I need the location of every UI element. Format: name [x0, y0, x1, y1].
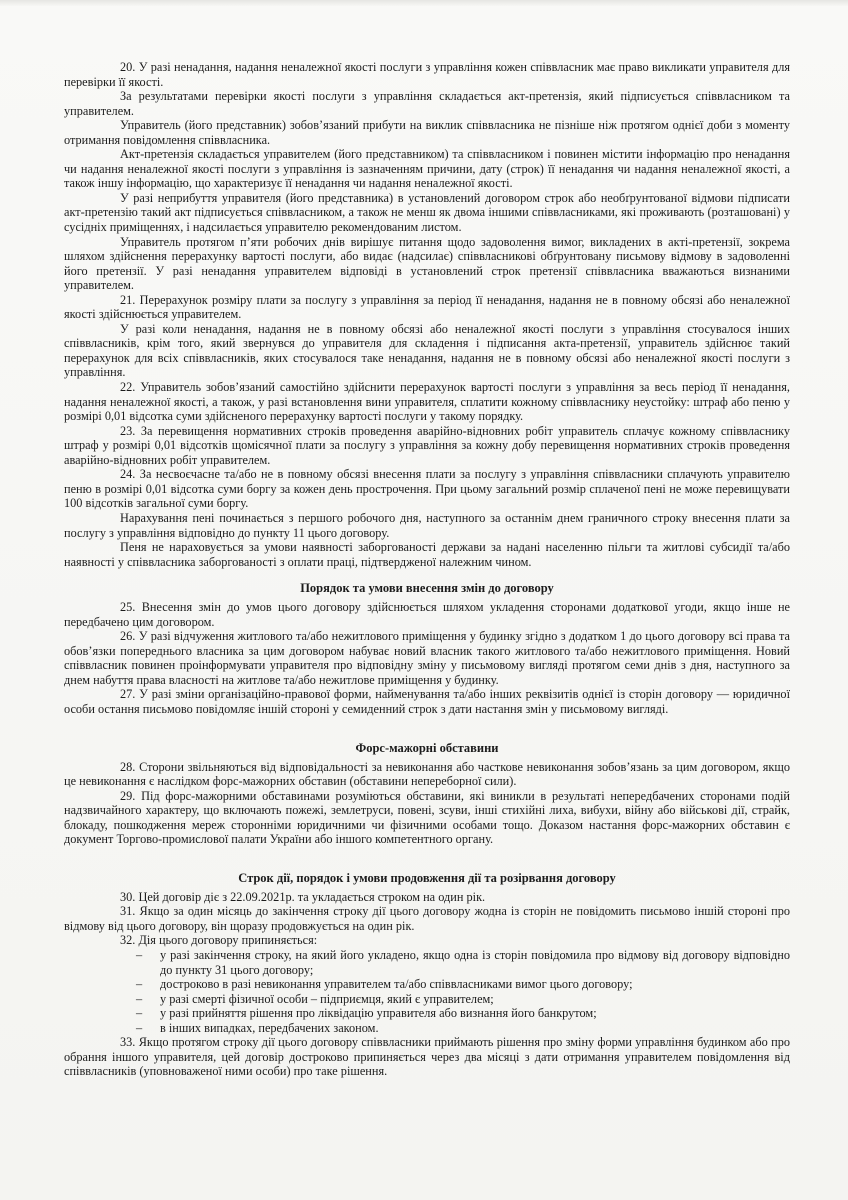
paragraph-33: 33. Якщо протягом строку дії цього договору співвласники приймають рішення про зміну форми управління будинком або про обрання іншого управителя, цей договір достроково припиняється через два місяці з дати отримання управителем повідомлення від співвласників (уповноваженої ними особи) про таке рішення.: [64, 1035, 790, 1079]
paragraph-25: 25. Внесення змін до умов цього договору здійснюється шляхом укладення сторонами додаткової угоди, якщо інше не передбачено цим договором.: [64, 600, 790, 629]
paragraph-20-arrival: Управитель (його представник) зобов’язаний прибути на виклик співвласника не пізніше ніж протягом однієї доби з моменту отримання повідомлення співвласника.: [64, 118, 790, 147]
paragraph-20-resolution: Управитель протягом п’яти робочих днів вирішує питання щодо задоволення вимог, викладених в акті-претензії, зокрема шляхом здійснення перерахунку вартості послуги, або видає (надсилає) співвласникові обґрунтовану письмову відмову в задоволенні його претензії. У разі ненадання управителем відповіді в установлений строк претензії співвласника вважаються визнаними управителем.: [64, 234, 790, 293]
section-title-force-majeure: Форс-мажорні обставини: [355, 740, 499, 755]
paragraph-27: 27. У разі зміни організаційно-правової форми, найменування та/або інших реквізитів однієї із сторін договору — юридичної особи остання письмово повідомляє іншій стороні у семиденний строк з дати настання змін у письмовому вигляді.: [64, 687, 790, 716]
paragraph-20-non-arrival: У разі неприбуття управителя (його представника) в установлений договором строк або необґрунтованої відмови підписати акт-претензію такий акт підписується співвласником, а також не менш як двома іншими співвласниками, які проживають (розташовані) у сусідніх приміщеннях, і надсилається управителю рекомендованим листом.: [64, 190, 790, 235]
list-item: – у разі смерті фізичної особи – підприємця, який є управителем;: [136, 992, 790, 1007]
paragraph-23: 23. За перевищення нормативних строків проведення аварійно-відновних робіт управитель сплачує кожному співвласнику штраф у розмірі 0,01 відсотків щомісячної плати за послугу з управління за кожну добу перевищення нормативних строків проведення аварійно-відновних робіт управителем.: [64, 423, 790, 467]
section-title-term: Строк дії, порядок і умови продовження дії та розірвання договору: [238, 870, 616, 885]
termination-list: [64, 948, 790, 1035]
paragraph-26: 26. У разі відчуження житлового та/або нежитлового приміщення у будинку згідно з додатком 1 до цього договору всі права та обов’язки попереднього власника за цим договором набуває новий власник такого житлового та/або нежитлового приміщення. Новий співвласник повинен проінформувати управителя про відповідну зміну у письмовому вигляді протягом семи днів з дня, наступного за днем набуття права власності на житлове та/або нежитлове приміщення у будинку.: [64, 629, 790, 687]
paragraph-20: 20. У разі ненадання, надання неналежної якості послуги з управління кожен співвласник має право викликати управителя для перевірки її якості.: [64, 60, 790, 89]
paragraph-24: 24. За несвоєчасне та/або не в повному обсязі внесення плати за послугу з управління співвласники сплачують управителю пеню в розмірі 0,01 відсотка суми боргу за кожен день прострочення. При цьому загальний розмір сплаченої пені не може перевищувати 100 відсотків загальної суми боргу.: [64, 467, 790, 511]
paragraph-30: 30. Цей договір діє з 22.09.2021р. та укладається строком на один рік.: [120, 889, 486, 904]
list-item: – у разі закінчення строку, на який його укладено, якщо одна із сторін повідомила про відмову від договору відповідно до пункту 31 цього договору;: [136, 948, 790, 977]
paragraph-20-act-content: Акт-претензія складається управителем (його представником) та співвласником і повинен містити інформацію про ненадання чи надання неналежної якості послуги з управління із зазначенням причини, дату (строк) її ненадання чи надання неналежної якості, а також іншу інформацію, що характеризує її ненадання чи надання неналежної якості.: [64, 147, 790, 191]
paragraph-28: 28. Сторони звільняються від відповідальності за невиконання або часткове невиконання зобов’язань за цим договором, якщо це невиконання є наслідком форс-мажорних обставин (обставини непереборної сили).: [64, 759, 790, 789]
list-item: – в інших випадках, передбачених законом.: [136, 1021, 790, 1036]
paragraph-22: 22. Управитель зобов’язаний самостійно здійснити перерахунок вартості послуги з управління за весь період її ненадання, надання неналежної якості, а також, у разі встановлення вини управителя, сплатити кожному співвласнику неустойку: штраф або пеню у розмірі 0,01 відсотка суми здійсненого перерахунку вартості послуги у такому порядку.: [64, 380, 790, 424]
paragraph-21-others: У разі коли ненадання, надання не в повному обсязі або неналежної якості послуги з управління стосувалося інших співвласників, крім того, який звернувся до управителя для складення і підписання акта-претензії, управитель здійснює такий перерахунок для всіх співвласників, яких стосувалося таке ненадання, надання не в повному обсязі або неналежної якості послуги з управління.: [64, 321, 790, 380]
paragraph-24-penalty-start: Нарахування пені починається з першого робочого дня, наступного за останнім днем граничного строку внесення плати за послугу з управління відповідно до пункту 11 цього договору.: [64, 510, 790, 540]
paragraph-20-act: За результатами перевірки якості послуги з управління складається акт-претензія, який підписується співвласником та управителем.: [64, 89, 790, 118]
paragraph-31: 31. Якщо за один місяць до закінчення строку дії цього договору жодна із сторін не повідомить письмово іншій стороні про відмову від цього договору, він щоразу продовжується на один рік.: [64, 904, 790, 933]
list-item: – у разі прийняття рішення про ліквідацію управителя або визнання його банкрутом;: [136, 1006, 790, 1021]
paragraph-24-no-penalty: Пеня не нараховується за умови наявності заборгованості держави за надані населенню пільги та житлові субсидії та/або наявності у співвласника заборгованості з оплати праці, підтвердженої належним чином.: [64, 540, 790, 569]
list-item: – достроково в разі невиконання управителем та/або співвласниками вимог цього договору;: [136, 977, 790, 992]
section-title-changes: Порядок та умови внесення змін до договору: [300, 581, 554, 596]
paragraph-21: 21. Перерахунок розміру плати за послугу з управління за період її ненадання, надання не в повному обсязі або неналежної якості здійснюється управителем.: [64, 292, 790, 322]
paragraph-29: 29. Під форс-мажорними обставинами розуміються обставини, які виникли в результаті непередбачених сторонами подій надзвичайного характеру, що включають пожежі, землетруси, повені, зсуви, інші стихійні лиха, вибухи, війну або військові дії, страйк, блокаду, пошкодження мереж сторонніми юридичними чи фізичними особами тощо. Доказом настання форс-мажорних обставин є документ Торгово-промислової палати України або іншого компетентного органу.: [64, 788, 790, 847]
paragraph-32: 32. Дія цього договору припиняється:: [120, 933, 318, 948]
